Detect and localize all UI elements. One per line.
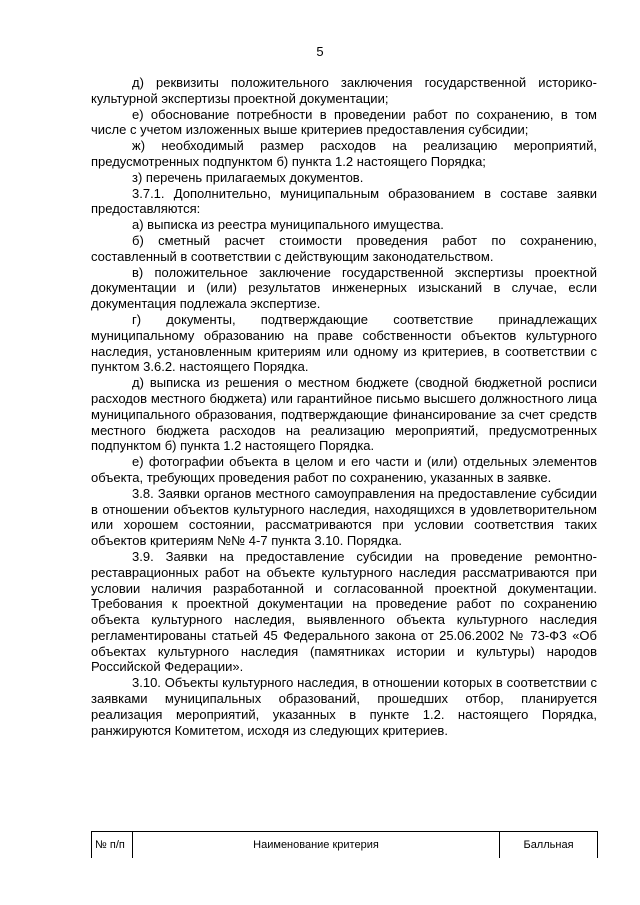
document-body	[91, 75, 597, 738]
paragraph-photographs: е) фотографии объекта в целом и его части и (или) отдельных элементов объекта, требующих проведения работ по сохранению, указанных в заявке.	[91, 454, 597, 485]
table-header-row	[92, 832, 598, 859]
paragraph-3-9: 3.9. Заявки на предоставление субсидии на проведение ремонтно-реставрационных работ на объекте культурного наследия рассматриваются при условии наличия разработанной и согласованной проектной документации. Требования к проектной документации на проведение работ по сохранению объекта культурного наследия, выявленного объекта культурного наследия регламентированы статьей 45 Федерального закона от 25.06.2002 № 73-ФЗ «Об объектах культурного наследия (памятниках истории и культуры) народов Российской Федерации».	[91, 548, 597, 675]
paragraph-property-registry: а) выписка из реестра муниципального имущества.	[132, 217, 444, 233]
paragraph-requisites-expertise: д) реквизиты положительного заключения государственной историко-культурной экспертизы проектной документации;	[91, 75, 597, 106]
criteria-table	[91, 831, 598, 858]
paragraph-attachments-list: з) перечень прилагаемых документов.	[132, 169, 364, 185]
paragraph-3-10: 3.10. Объекты культурного наследия, в отношении которых в соответствии с заявками муниципальных образований, прошедших отбор, планируется реализация мероприятий, указанных в пункте 1.2. настоящего Порядка, ранжируются Комитетом, исходя из следующих критериев.	[91, 675, 597, 738]
page-number: 5	[316, 44, 324, 59]
paragraph-ownership-documents: г) документы, подтверждающие соответствие принадлежащих муниципальному образованию на праве собственности объектов культурного наследия, установленным критериям или одному из критериев, в соответствии с пунктом 3.6.2. настоящего Порядка.	[91, 311, 597, 375]
paragraph-3-7-1: 3.7.1. Дополнительно, муниципальным образованием в составе заявки предоставляются:	[91, 185, 597, 217]
paragraph-3-8: 3.8. Заявки органов местного самоуправления на предоставление субсидии в отношении объектов культурного наследия, находящихся в удовлетворительном или хорошем состоянии, рассматриваются при условии соответствия таких объектов критериям №№ 4-7 пункта 3.10. Порядка.	[91, 485, 597, 549]
header-score: Балльная	[500, 832, 598, 859]
paragraph-required-expenses: ж) необходимый размер расходов на реализацию мероприятий, предусмотренных подпунктом б) пункта 1.2 настоящего Порядка;	[91, 138, 597, 169]
paragraph-cost-estimate: б) сметный расчет стоимости проведения работ по сохранению, составленный в соответствии с действующим законодательством.	[91, 232, 597, 264]
header-number: № п/п	[92, 832, 133, 859]
paragraph-state-expertise: в) положительное заключение государственной экспертизы проектной документации и (или) результатов инженерных изысканий в случае, если документация подлежала экспертизе.	[91, 264, 597, 312]
header-criterion-name: Наименование критерия	[133, 832, 500, 859]
paragraph-budget-extract: д) выписка из решения о местном бюджете (сводной бюджетной росписи расходов местного бюджета) или гарантийное письмо высшего должностного лица муниципального образования, подтверждающие финансирование за счет средств местного бюджета расходов на реализацию мероприятий, предусмотренных подпунктом б) пункта 1.2 настоящего Порядка.	[91, 375, 597, 454]
paragraph-justification: е) обоснование потребности в проведении работ по сохранению, в том числе с учетом изложенных выше критериев предоставления субсидии;	[91, 106, 597, 138]
